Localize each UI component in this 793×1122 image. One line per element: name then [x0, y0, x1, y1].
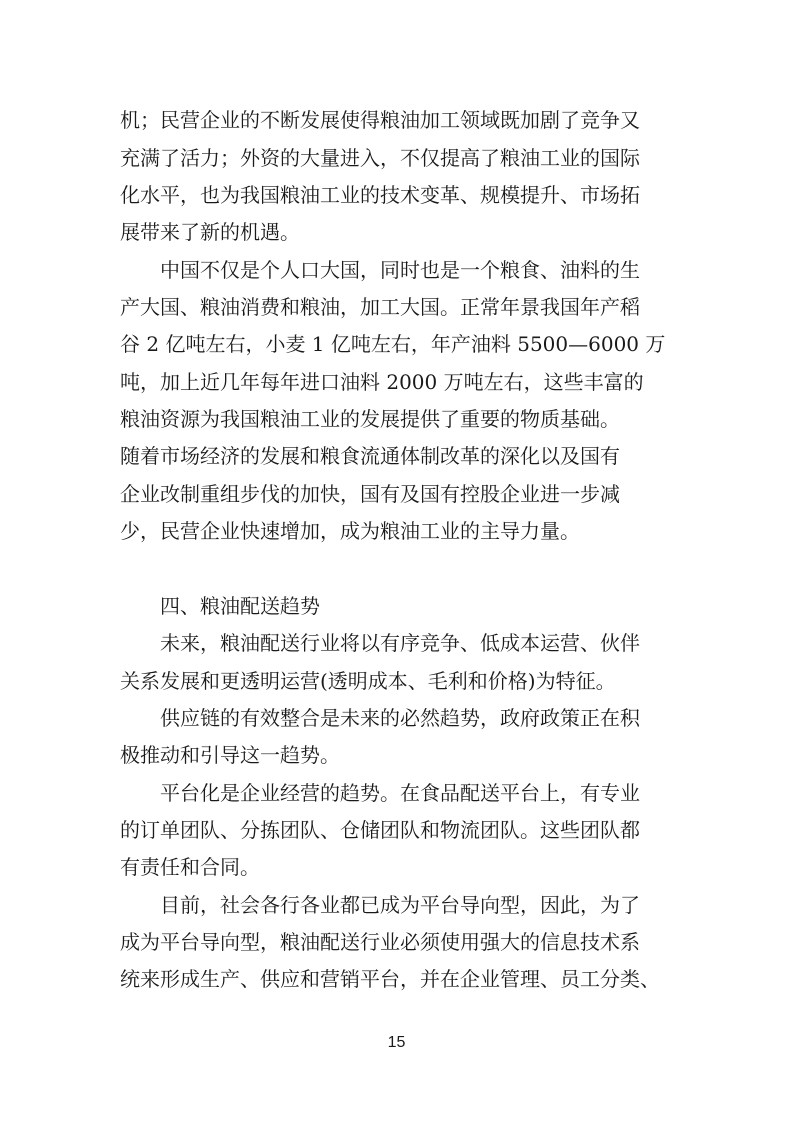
text-line: 少，民营企业快速增加，成为粮油工业的主导力量。 — [120, 519, 580, 543]
page-number: 15 — [387, 1034, 406, 1051]
text-line: 化水平，也为我国粮油工业的技术变革、规模提升、市场拓 — [120, 183, 640, 207]
text-line: 充满了活力；外资的大量进入，不仅提高了粮油工业的国际 — [120, 146, 640, 170]
text-line: 统来形成生产、供应和营销平台，并在企业管理、员工分类、 — [120, 967, 660, 991]
text-line: 粮油资源为我国粮油工业的发展提供了重要的物质基础。 — [120, 407, 620, 431]
section-heading: 四、粮油配送趋势 — [120, 594, 320, 618]
text-line: 吨，加上近几年每年进口油料 2000 万吨左右，这些丰富的 — [120, 370, 644, 394]
text-line: 展带来了新的机遇。 — [120, 220, 300, 244]
text-line: 中国不仅是个人口大国，同时也是一个粮食、油料的生 — [120, 258, 640, 282]
text-line: 平台化是企业经营的趋势。在食品配送平台上，有专业 — [120, 781, 640, 805]
text-line: 极推动和引导这一趋势。 — [120, 743, 340, 767]
text-line: 未来，粮油配送行业将以有序竞争、低成本运营、伙伴 — [120, 631, 640, 655]
text-line: 谷 2 亿吨左右，小麦 1 亿吨左右，年产油料 5500—6000 万 — [120, 332, 666, 356]
text-line: 目前，社会各行各业都已成为平台导向型，因此，为了 — [120, 893, 640, 917]
text-line: 随着市场经济的发展和粮食流通体制改革的深化以及国有 — [120, 444, 620, 468]
text-line: 企业改制重组步伐的加快，国有及国有控股企业进一步减 — [120, 482, 620, 506]
text-line: 有责任和合同。 — [120, 855, 260, 879]
text-line: 关系发展和更透明运营(透明成本、毛利和价格)为特征。 — [120, 669, 616, 693]
text-line: 的订单团队、分拣团队、仓储团队和物流团队。这些团队都 — [120, 818, 640, 842]
text-line: 机；民营企业的不断发展使得粮油加工领域既加剧了竞争又 — [120, 108, 640, 132]
text-line: 产大国、粮油消费和粮油，加工大国。正常年景我国年产稻 — [120, 295, 640, 319]
text-line: 供应链的有效整合是未来的必然趋势，政府政策正在积 — [120, 706, 640, 730]
text-line: 成为平台导向型，粮油配送行业必须使用强大的信息技术系 — [120, 930, 640, 954]
